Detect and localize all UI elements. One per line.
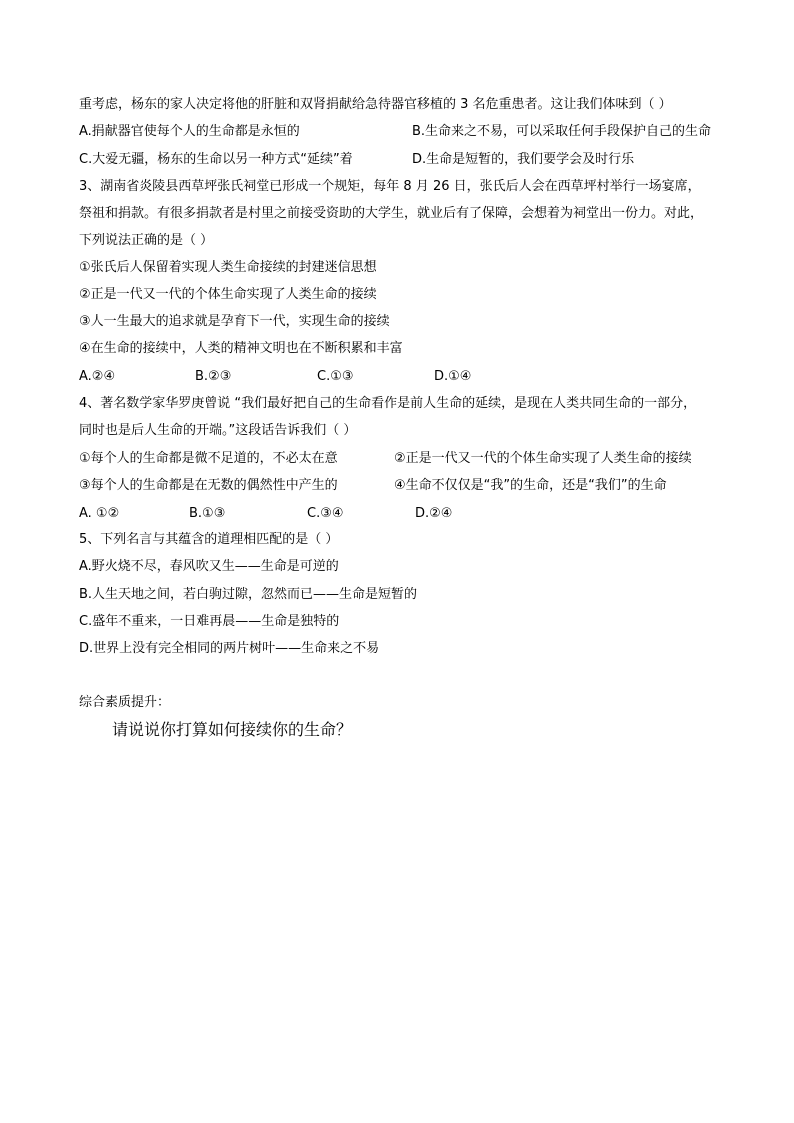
option-c: C.③④ [307, 506, 344, 521]
option-c: C.盛年不重来，一日难再晨——生命是独特的 [79, 614, 340, 629]
question-3-text: 下列说法正确的是（ ） [79, 233, 214, 248]
statement-3: ③人一生最大的追求就是孕育下一代，实现生命的接续 [79, 314, 390, 329]
option-d: D.①④ [434, 369, 472, 384]
statement-2: ②正是一代又一代的个体生命实现了人类生命的接续 [79, 287, 377, 302]
option-a: A.②④ [79, 369, 116, 384]
option-d: D.生命是短暂的，我们要学会及时行乐 [412, 152, 635, 167]
section-heading: 综合素质提升： [79, 695, 171, 710]
option-a: A. ①② [79, 506, 120, 521]
answer-options-row [79, 505, 719, 523]
option-b: B.人生天地之间，若白驹过隙，忽然而已——生命是短暂的 [79, 587, 418, 602]
statement-1: ①每个人的生命都是微不足道的，不必太在意 [79, 451, 338, 466]
question-text: 重考虑，杨东的家人决定将他的肝脏和双肾捐献给急待器官移植的 3 名危重患者。这让我们体味到（ ） [79, 97, 672, 112]
option-c: C.①③ [317, 369, 354, 384]
option-b: B.生命来之不易，可以采取任何手段保护自己的生命 [412, 124, 712, 139]
question-4-text: 同时也是后人生命的开端。”这段话告诉我们（ ） [79, 423, 357, 438]
question-4-text: 4、著名数学家华罗庚曾说 “我们最好把自己的生命看作是前人生命的延续，是现在人类共同生命的一部分， [79, 396, 697, 411]
option-b: B.②③ [195, 369, 232, 384]
question-3-text: 3、湖南省炎陵县西草坪张氏祠堂已形成一个规矩，每年 8 月 26 日，张氏后人会在西草坪村举行一场宴席， [79, 179, 701, 194]
statement-4: ④在生命的接续中，人类的精神文明也在不断积累和丰富 [79, 341, 403, 356]
option-b: B.①③ [189, 506, 226, 521]
statement-4: ④生命不仅仅是“我”的生命，还是“我们”的生命 [394, 478, 667, 493]
option-a: A.捐献器官使每个人的生命都是永恒的 [79, 124, 300, 139]
option-d: D.②④ [415, 506, 453, 521]
option-c: C.大爱无疆，杨东的生命以另一种方式“延续”着 [79, 152, 353, 167]
question-5-text: 5、下列名言与其蕴含的道理相匹配的是（ ） [79, 532, 339, 547]
question-3-text: 祭祖和捐款。有很多捐款者是村里之前接受资助的大学生，就业后有了保障，会想着为祠堂出一份力。对此， [79, 206, 704, 221]
answer-options-row [79, 368, 719, 386]
option-d: D.世界上没有完全相同的两片树叶——生命来之不易 [79, 641, 380, 656]
statement-2: ②正是一代又一代的个体生命实现了人类生命的接续 [394, 451, 692, 466]
open-question: 请说说你打算如何接续你的生命？ [112, 720, 353, 739]
statement-3: ③每个人的生命都是在无数的偶然性中产生的 [79, 478, 338, 493]
statement-1: ①张氏后人保留着实现人类生命接续的封建迷信思想 [79, 260, 377, 275]
option-a: A.野火烧不尽，春风吹又生——生命是可逆的 [79, 559, 339, 574]
